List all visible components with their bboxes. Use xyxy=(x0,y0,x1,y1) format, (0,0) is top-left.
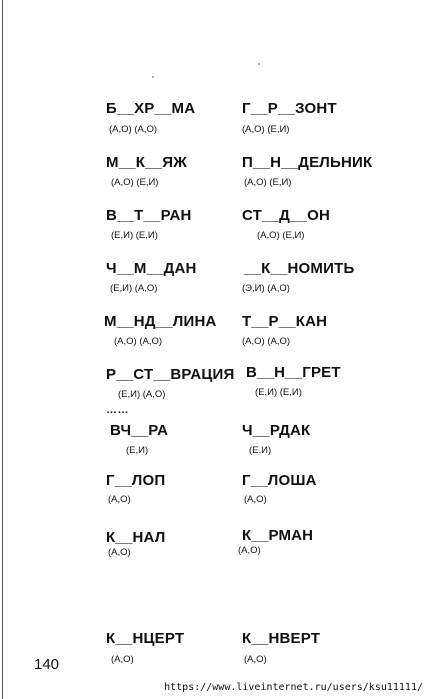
print-speck xyxy=(258,63,260,65)
exercise-word: М__К__ЯЖ xyxy=(106,154,187,171)
print-speck xyxy=(152,76,154,78)
exercise-word: К__НВЕРТ xyxy=(242,630,321,647)
exercise-hint: (Е,И) (А,О) xyxy=(110,283,158,294)
exercise-hint: (А,О) (А,О) xyxy=(109,124,158,135)
exercise-word: Р__СТ__ВРАЦИЯ xyxy=(106,366,235,383)
exercise-hint: (А,О) xyxy=(244,494,267,505)
exercise-hint: (А,О) xyxy=(238,545,261,556)
exercise-hint: (Е,И) (А,О) xyxy=(118,389,166,400)
exercise-hint: (А,О) xyxy=(244,654,267,665)
exercise-word: К__РМАН xyxy=(242,527,314,544)
exercise-word: В__Н__ГРЕТ xyxy=(246,364,341,381)
exercise-word: Г__ЛОША xyxy=(242,472,317,489)
exercise-hint: (Е,И) (Е,И) xyxy=(111,230,158,241)
exercise-word: К__НЦЕРТ xyxy=(106,630,185,647)
watermark-url[interactable]: https://www.liveinternet.ru/users/ksu11111/ xyxy=(164,682,423,693)
page-edge-line xyxy=(2,0,3,699)
ellipsis-marks: …… xyxy=(106,404,129,416)
exercise-hint: (А,О) (А,О) xyxy=(242,336,291,347)
exercise-word: Г__Р__ЗОНТ xyxy=(242,100,337,117)
exercise-hint: (Е,И) xyxy=(126,445,149,456)
exercise-word: Ч__РДАК xyxy=(242,422,311,439)
exercise-word: ВЧ__РА xyxy=(110,422,169,439)
exercise-word: П__Н__ДЕЛЬНИК xyxy=(242,154,373,171)
exercise-word: К__НАЛ xyxy=(106,529,166,546)
exercise-word: В__Т__РАН xyxy=(106,207,192,224)
exercise-hint: (Е,И) (Е,И) xyxy=(255,387,302,398)
exercise-hint: (А,О) xyxy=(108,494,131,505)
exercise-word: Ч__М__ДАН xyxy=(106,260,197,277)
exercise-word: Т__Р__КАН xyxy=(242,313,328,330)
exercise-hint: (А,О) xyxy=(111,654,134,665)
exercise-word: Г__ЛОП xyxy=(106,472,166,489)
exercise-hint: (А,О) (Е,И) xyxy=(257,230,305,241)
page-number: 140 xyxy=(34,656,60,673)
exercise-hint: (А,О) (Е,И) xyxy=(244,177,292,188)
exercise-hint: (А,О) xyxy=(108,547,131,558)
exercise-hint: (Э,И) (А,О) xyxy=(242,283,290,294)
exercise-word: СТ__Д__ОН xyxy=(242,207,330,224)
exercise-word: М__НД__ЛИНА xyxy=(104,313,217,330)
exercise-word: __К__НОМИТЬ xyxy=(244,260,355,277)
exercise-hint: (А,О) (А,О) xyxy=(114,336,163,347)
exercise-word: Б__ХР__МА xyxy=(106,100,196,117)
exercise-hint: (А,О) (Е,И) xyxy=(242,124,290,135)
exercise-hint: (А,О) (Е,И) xyxy=(111,177,159,188)
exercise-hint: (Е,И) xyxy=(249,445,272,456)
